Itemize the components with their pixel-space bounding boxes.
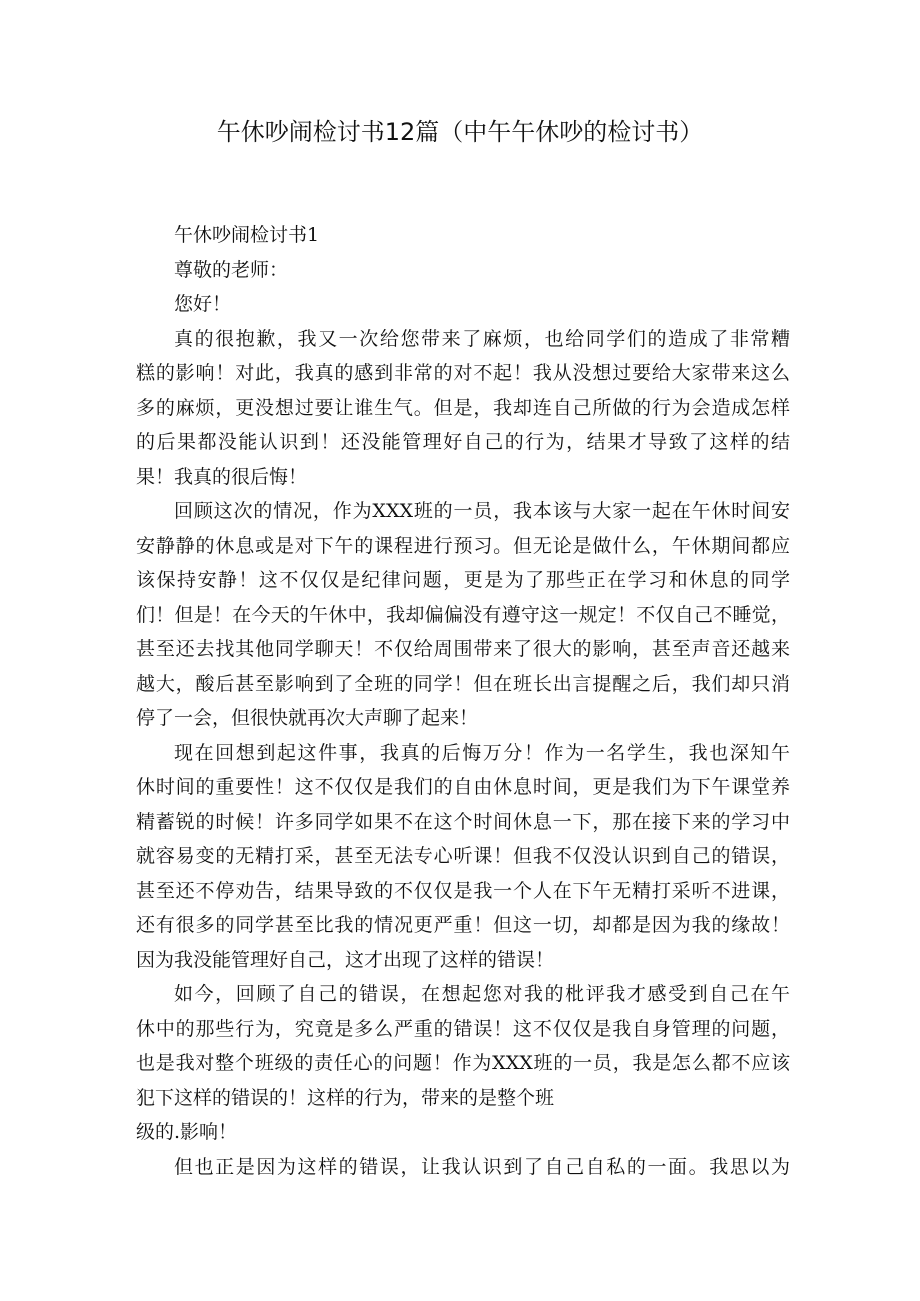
body-line: 糕的影响！对此，我真的感到非常的对不起！我从没想过要给大家带来这么 xyxy=(136,362,790,384)
body-line: 的后果都没能认识到！还没能管理好自己的行为，结果才导致了这样的结 xyxy=(136,431,790,453)
body-line: 但也正是因为这样的错误，让我认识到了自己自私的一面。我思以为 xyxy=(174,1155,790,1178)
body-line: 尊敬的老师： xyxy=(174,258,289,281)
body-line: 犯下这样的错误的！这样的行为，带来的是整个班 xyxy=(136,1086,555,1109)
body-line: 因为我没能管理好自己，这才出现了这样的错误！ xyxy=(136,948,555,971)
body-line: 停了一会，但很快就再次大声聊了起来！ xyxy=(136,707,479,729)
body-line: 您好！ xyxy=(174,293,232,315)
body-line: 如今，回顾了自己的错误，在想起您对我的枇评我才感受到自己在午 xyxy=(174,983,790,1005)
body-line: 果！我真的很后悔！ xyxy=(136,465,308,488)
body-line: 级的.影响！ xyxy=(136,1121,238,1143)
body-line: 安静静的休息或是对下午的课程进行预习。但无论是做什么，午休期间都应 xyxy=(136,534,790,557)
body-line: 多的麻烦，更没想过要让谁生气。但是，我却连自己所做的行为会造成怎样 xyxy=(136,396,790,419)
body-line: 也是我对整个班级的责任心的问题！作为XXX班的一员，我是怎么都不应该 xyxy=(136,1052,790,1074)
body-line: 精蓄锐的时候！许多同学如果不在这个时间休息一下，那在接下来的学习中 xyxy=(136,810,790,833)
document-body xyxy=(136,218,790,1184)
body-line: 越大，酸后甚至影响到了全班的同学！但在班长出言提醒之后，我们却只消 xyxy=(136,672,790,695)
document-title: 午休吵闹检讨书12篇（中午午休吵的检讨书） xyxy=(216,118,704,146)
body-line: 休时间的重要性！这不仅仅是我们的自由休息时间，更是我们为下午课堂养 xyxy=(136,776,790,798)
body-line: 们！但是！在今天的午休中，我却偏偏没有遵守这一规定！不仅自己不睡觉， xyxy=(136,603,790,626)
body-line: 还有很多的同学甚至比我的情况更严重！但这一切，却都是因为我的缘故！ xyxy=(136,914,790,936)
body-line: 就容易变的无精打采，甚至无法专心听课！但我不仅没认识到自己的错误， xyxy=(136,845,790,867)
body-line: 该保持安静！这不仅仅是纪律问题，更是为了那些正在学习和休息的同学 xyxy=(136,569,790,591)
body-line: 休中的那些行为，究竟是多么严重的错误！这不仅仅是我自身管理的问题， xyxy=(136,1017,790,1040)
body-line: 午休吵闹检讨书1 xyxy=(174,224,320,246)
body-line: 回顾这次的情况，作为XXX班的一员，我本该与大家一起在午休时间安 xyxy=(174,500,790,522)
body-line: 甚至还不停劝告，结果导致的不仅仅是我一个人在下午无精打采听不进课， xyxy=(136,879,790,902)
body-line: 甚至还去找其他同学聊天！不仅给周围带来了很大的影响，甚至声音还越来 xyxy=(136,638,790,660)
body-line: 现在回想到起这件事，我真的后悔万分！作为一名学生，我也深知午 xyxy=(174,741,790,764)
body-line: 真的很抱歉，我又一次给您带来了麻烦，也给同学们的造成了非常糟 xyxy=(174,327,790,350)
